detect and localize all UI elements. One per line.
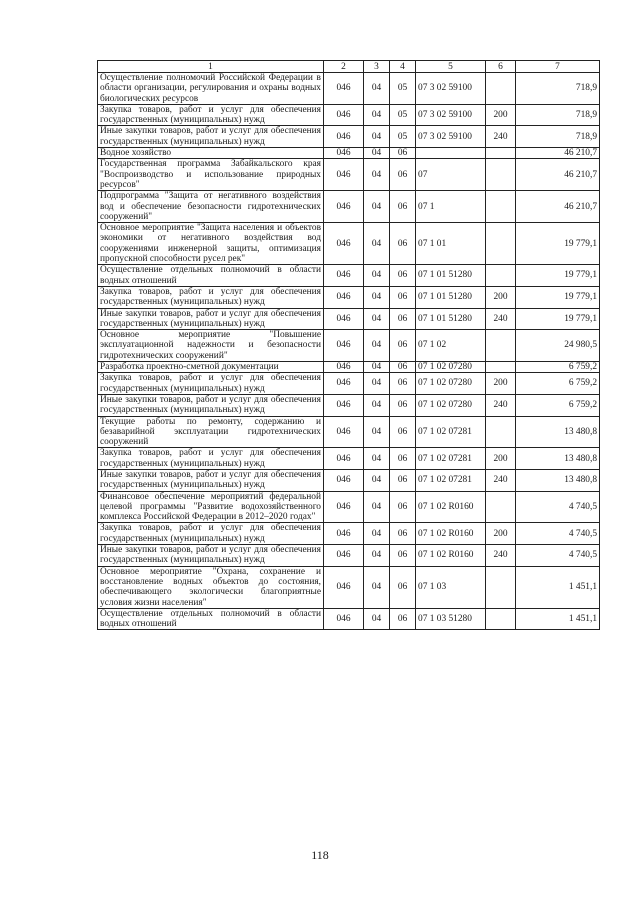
row-subsection-code: 06 — [390, 223, 416, 265]
row-expense-type-code — [486, 491, 516, 523]
row-section-code: 04 — [364, 286, 390, 308]
row-subsection-code: 06 — [390, 416, 416, 448]
row-ministry-code: 046 — [324, 394, 364, 416]
header-cell-target: 5 — [416, 61, 486, 73]
table-row — [98, 104, 600, 126]
row-target-code: 07 1 01 51280 — [416, 308, 486, 330]
row-name-cell: Закупка товаров, работ и услуг для обеспечения государственных (муниципальных) нужд — [98, 448, 324, 470]
page-number: 118 — [311, 848, 329, 862]
row-section-code: 04 — [364, 126, 390, 148]
row-subsection-code: 06 — [390, 394, 416, 416]
row-target-code: 07 1 02 R0160 — [416, 491, 486, 523]
row-section-code: 04 — [364, 394, 390, 416]
row-name-cell: Разработка проектно-сметной документации — [98, 362, 324, 373]
row-ministry-code: 046 — [324, 308, 364, 330]
row-expense-type-code — [486, 191, 516, 223]
row-name-cell: Закупка товаров, работ и услуг для обеспечения государственных (муниципальных) нужд — [98, 104, 324, 126]
row-name-cell: Иные закупки товаров, работ и услуг для обеспечения государственных (муниципальных) нужд — [98, 308, 324, 330]
row-name-cell: Осуществление отдельных полномочий в области водных отношений — [98, 608, 324, 630]
row-amount: 19 779,1 — [516, 265, 600, 287]
row-amount: 718,9 — [516, 73, 600, 105]
row-section-code: 04 — [364, 265, 390, 287]
row-target-code: 07 1 — [416, 191, 486, 223]
row-subsection-code: 06 — [390, 286, 416, 308]
row-name-cell: Подпрограмма "Защита от негативного воздействия вод и обеспечение безопасности гидротехнических сооружений" — [98, 191, 324, 223]
row-subsection-code: 06 — [390, 265, 416, 287]
row-target-code: 07 1 02 07280 — [416, 362, 486, 373]
row-section-code: 04 — [364, 104, 390, 126]
row-expense-type-code — [486, 148, 516, 159]
row-expense-type-code: 200 — [486, 286, 516, 308]
row-ministry-code: 046 — [324, 523, 364, 545]
row-amount: 718,9 — [516, 104, 600, 126]
row-name-cell: Основное мероприятие "Повышение эксплуатационной надежности и безопасности гидротехнических сооружений" — [98, 330, 324, 362]
row-expense-type-code: 240 — [486, 394, 516, 416]
row-subsection-code: 06 — [390, 491, 416, 523]
row-target-code: 07 1 02 — [416, 330, 486, 362]
table-row — [98, 286, 600, 308]
row-amount: 6 759,2 — [516, 373, 600, 395]
row-target-code: 07 1 02 07280 — [416, 394, 486, 416]
table-row — [98, 308, 600, 330]
row-subsection-code: 05 — [390, 104, 416, 126]
row-ministry-code: 046 — [324, 191, 364, 223]
row-name-cell: Осуществление отдельных полномочий в области водных отношений — [98, 265, 324, 287]
row-expense-type-code: 200 — [486, 104, 516, 126]
row-section-code: 04 — [364, 416, 390, 448]
row-amount: 1 451,1 — [516, 566, 600, 608]
row-ministry-code: 046 — [324, 159, 364, 191]
table-row — [98, 223, 600, 265]
row-target-code: 07 1 03 — [416, 566, 486, 608]
row-subsection-code: 06 — [390, 373, 416, 395]
row-section-code: 04 — [364, 469, 390, 491]
row-ministry-code: 046 — [324, 286, 364, 308]
row-name-cell: Финансовое обеспечение мероприятий федеральной целевой программы "Развитие водохозяйственного комплекса Российской Федерации в 2012–2020 годах" — [98, 491, 324, 523]
row-amount: 1 451,1 — [516, 608, 600, 630]
row-expense-type-code — [486, 566, 516, 608]
table-row — [98, 448, 600, 470]
budget-table — [97, 60, 600, 630]
row-target-code: 07 1 02 07280 — [416, 373, 486, 395]
table-row — [98, 394, 600, 416]
row-subsection-code: 05 — [390, 73, 416, 105]
header-cell-amount: 7 — [516, 61, 600, 73]
row-subsection-code: 06 — [390, 308, 416, 330]
row-amount: 24 980,5 — [516, 330, 600, 362]
row-ministry-code: 046 — [324, 491, 364, 523]
table-row — [98, 265, 600, 287]
row-expense-type-code — [486, 330, 516, 362]
row-target-code: 07 1 02 R0160 — [416, 545, 486, 567]
table-body — [98, 61, 600, 630]
row-expense-type-code — [486, 159, 516, 191]
row-section-code: 04 — [364, 308, 390, 330]
row-ministry-code: 046 — [324, 265, 364, 287]
row-ministry-code: 046 — [324, 566, 364, 608]
table-row — [98, 373, 600, 395]
row-subsection-code: 05 — [390, 126, 416, 148]
row-section-code: 04 — [364, 191, 390, 223]
row-subsection-code: 06 — [390, 148, 416, 159]
row-section-code: 04 — [364, 608, 390, 630]
row-expense-type-code — [486, 73, 516, 105]
row-ministry-code: 046 — [324, 104, 364, 126]
row-ministry-code: 046 — [324, 330, 364, 362]
row-target-code: 07 1 01 51280 — [416, 265, 486, 287]
table-row — [98, 159, 600, 191]
row-section-code: 04 — [364, 491, 390, 523]
row-amount: 13 480,8 — [516, 469, 600, 491]
row-target-code: 07 3 02 59100 — [416, 73, 486, 105]
row-amount: 718,9 — [516, 126, 600, 148]
table-row — [98, 566, 600, 608]
row-amount: 6 759,2 — [516, 362, 600, 373]
row-section-code: 04 — [364, 148, 390, 159]
row-target-code: 07 1 03 51280 — [416, 608, 486, 630]
header-cell-ministry: 2 — [324, 61, 364, 73]
table-row — [98, 73, 600, 105]
row-expense-type-code: 200 — [486, 448, 516, 470]
table-row — [98, 362, 600, 373]
row-name-cell: Текущие работы по ремонту, содержанию и безаварийной эксплуатации гидротехнических сооружений — [98, 416, 324, 448]
row-section-code: 04 — [364, 523, 390, 545]
row-amount: 46 210,7 — [516, 191, 600, 223]
row-expense-type-code: 240 — [486, 308, 516, 330]
table-row — [98, 191, 600, 223]
row-name-cell: Водное хозяйство — [98, 148, 324, 159]
row-subsection-code: 06 — [390, 191, 416, 223]
row-section-code: 04 — [364, 373, 390, 395]
row-amount: 13 480,8 — [516, 448, 600, 470]
row-ministry-code: 046 — [324, 148, 364, 159]
row-ministry-code: 046 — [324, 126, 364, 148]
row-subsection-code: 06 — [390, 566, 416, 608]
row-amount: 4 740,5 — [516, 491, 600, 523]
row-amount: 19 779,1 — [516, 223, 600, 265]
row-section-code: 04 — [364, 330, 390, 362]
row-subsection-code: 06 — [390, 159, 416, 191]
row-amount: 13 480,8 — [516, 416, 600, 448]
row-target-code: 07 1 02 07281 — [416, 448, 486, 470]
row-expense-type-code — [486, 362, 516, 373]
row-target-code: 07 1 02 07281 — [416, 469, 486, 491]
table-row — [98, 545, 600, 567]
row-name-cell: Основное мероприятие "Охрана, сохранение и восстановление водных объектов до состояния, обеспечивающего экологически благоприятные условия жизни населения" — [98, 566, 324, 608]
row-subsection-code: 06 — [390, 448, 416, 470]
row-subsection-code: 06 — [390, 362, 416, 373]
row-amount: 4 740,5 — [516, 545, 600, 567]
row-ministry-code: 046 — [324, 373, 364, 395]
row-expense-type-code: 240 — [486, 545, 516, 567]
row-ministry-code: 046 — [324, 545, 364, 567]
row-target-code: 07 1 01 — [416, 223, 486, 265]
row-ministry-code: 046 — [324, 608, 364, 630]
row-target-code: 07 1 02 07281 — [416, 416, 486, 448]
row-name-cell: Закупка товаров, работ и услуг для обеспечения государственных (муниципальных) нужд — [98, 523, 324, 545]
row-target-code — [416, 148, 486, 159]
row-target-code: 07 3 02 59100 — [416, 126, 486, 148]
table-row — [98, 469, 600, 491]
row-target-code: 07 1 01 51280 — [416, 286, 486, 308]
row-subsection-code: 06 — [390, 545, 416, 567]
row-name-cell: Основное мероприятие "Защита населения и объектов экономики от негативного воздействия вод сооружениями инженерной защиты, оптимизация пропускной способности русел рек" — [98, 223, 324, 265]
row-ministry-code: 046 — [324, 469, 364, 491]
header-cell-vr: 6 — [486, 61, 516, 73]
row-section-code: 04 — [364, 362, 390, 373]
row-amount: 6 759,2 — [516, 394, 600, 416]
row-section-code: 04 — [364, 73, 390, 105]
row-expense-type-code — [486, 416, 516, 448]
row-expense-type-code: 240 — [486, 126, 516, 148]
row-amount: 46 210,7 — [516, 159, 600, 191]
row-expense-type-code — [486, 608, 516, 630]
table-row — [98, 491, 600, 523]
table-row — [98, 416, 600, 448]
row-section-code: 04 — [364, 223, 390, 265]
header-row — [98, 61, 600, 73]
row-amount: 46 210,7 — [516, 148, 600, 159]
row-subsection-code: 06 — [390, 523, 416, 545]
row-ministry-code: 046 — [324, 448, 364, 470]
row-name-cell: Закупка товаров, работ и услуг для обеспечения государственных (муниципальных) нужд — [98, 286, 324, 308]
row-ministry-code: 046 — [324, 73, 364, 105]
row-name-cell: Государственная программа Забайкальского края "Воспроизводство и использование природных ресурсов" — [98, 159, 324, 191]
row-subsection-code: 06 — [390, 330, 416, 362]
row-expense-type-code: 240 — [486, 469, 516, 491]
row-expense-type-code — [486, 265, 516, 287]
row-ministry-code: 046 — [324, 362, 364, 373]
row-expense-type-code: 200 — [486, 523, 516, 545]
row-section-code: 04 — [364, 159, 390, 191]
row-amount: 19 779,1 — [516, 286, 600, 308]
row-target-code: 07 — [416, 159, 486, 191]
row-name-cell: Иные закупки товаров, работ и услуг для обеспечения государственных (муниципальных) нужд — [98, 126, 324, 148]
row-name-cell: Иные закупки товаров, работ и услуг для обеспечения государственных (муниципальных) нужд — [98, 545, 324, 567]
row-ministry-code: 046 — [324, 416, 364, 448]
table-row — [98, 523, 600, 545]
header-cell-name: 1 — [98, 61, 324, 73]
header-cell-subsection: 4 — [390, 61, 416, 73]
row-name-cell: Закупка товаров, работ и услуг для обеспечения государственных (муниципальных) нужд — [98, 373, 324, 395]
row-ministry-code: 046 — [324, 223, 364, 265]
row-section-code: 04 — [364, 566, 390, 608]
table-row — [98, 148, 600, 159]
row-subsection-code: 06 — [390, 469, 416, 491]
row-amount: 19 779,1 — [516, 308, 600, 330]
row-name-cell: Иные закупки товаров, работ и услуг для обеспечения государственных (муниципальных) нужд — [98, 469, 324, 491]
table-row — [98, 126, 600, 148]
row-name-cell: Осуществление полномочий Российской Федерации в области организации, регулирования и охраны водных биологических ресурсов — [98, 73, 324, 105]
table-row — [98, 608, 600, 630]
row-section-code: 04 — [364, 545, 390, 567]
table-row — [98, 330, 600, 362]
row-expense-type-code — [486, 223, 516, 265]
row-subsection-code: 06 — [390, 608, 416, 630]
row-section-code: 04 — [364, 448, 390, 470]
row-amount: 4 740,5 — [516, 523, 600, 545]
header-cell-section: 3 — [364, 61, 390, 73]
row-name-cell: Иные закупки товаров, работ и услуг для обеспечения государственных (муниципальных) нужд — [98, 394, 324, 416]
row-expense-type-code: 200 — [486, 373, 516, 395]
row-target-code: 07 1 02 R0160 — [416, 523, 486, 545]
row-target-code: 07 3 02 59100 — [416, 104, 486, 126]
